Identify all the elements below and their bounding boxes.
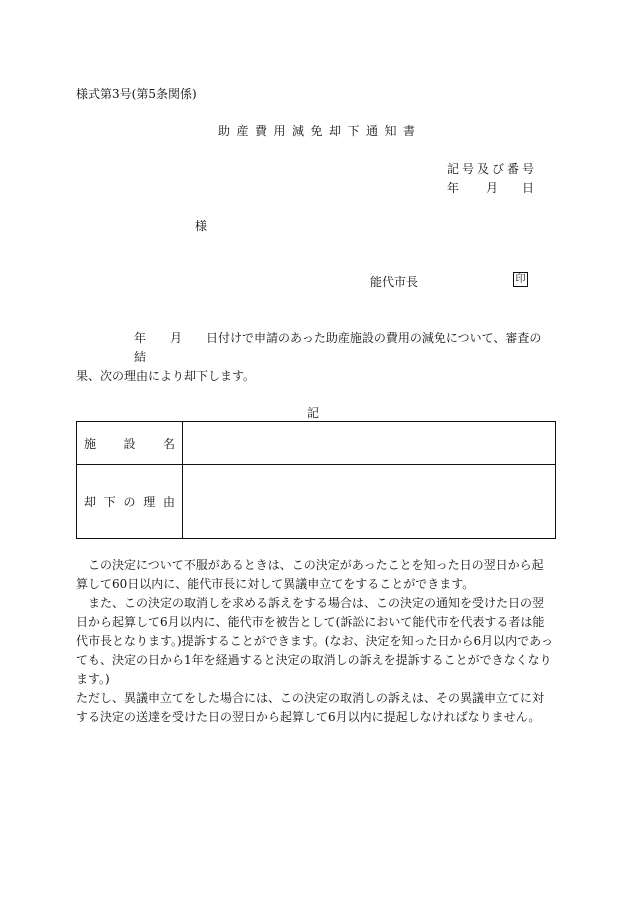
note-paragraph-2: また、この決定の取消しを求める訴えをする場合は、この決定の通知を受けた日の翌日から起算して6月以内に、能代市を被告として(訴訟において能代市を代表する者は能代市長となります。)提訴することができます。(なお、決定を知った日から6月以内であっても、決定の日から1年を経過すると決定の取消しの訴えを提訴することができなくなります。) bbox=[76, 596, 553, 686]
table-row bbox=[77, 465, 556, 539]
date-day-label: 日 bbox=[522, 181, 535, 195]
form-number: 様式第3号(第5条関係) bbox=[76, 87, 197, 101]
table-row bbox=[77, 422, 556, 465]
date-year-label: 年 bbox=[447, 181, 460, 195]
addressee-honorific: 様 bbox=[195, 219, 208, 233]
reason-table bbox=[76, 421, 556, 539]
date-line bbox=[447, 179, 534, 196]
seal-mark: 印 bbox=[513, 272, 528, 287]
body-text bbox=[76, 329, 552, 386]
issuer-name: 能代市長 bbox=[370, 275, 419, 289]
note-paragraph-1: この決定について不服があるときは、この決定があったことを知った日の翌日から起算して60日以内に、能代市長に対して異議申立てをすることができます。 bbox=[76, 558, 544, 591]
facility-value bbox=[183, 422, 556, 465]
reason-label: 却下の理由 bbox=[77, 465, 183, 539]
facility-label: 施設名 bbox=[77, 422, 183, 465]
document-number-label: 記号及び番号 bbox=[447, 162, 538, 176]
reason-value bbox=[183, 465, 556, 539]
body-line-2: 果、次の理由により却下します。 bbox=[76, 369, 256, 383]
page-title: 助産費用減免却下通知書 bbox=[218, 124, 422, 138]
date-month-label: 月 bbox=[486, 181, 499, 195]
note-paragraph-3: ただし、異議申立てをした場合には、この決定の取消しの訴えは、その異議申立てに対する決定の送達を受けた日の翌日から起算して6月以内に提起しなければなりません。 bbox=[76, 691, 545, 724]
body-line-1: 年 月 日付けで申請のあった助産施設の費用の減免について、審査の結 bbox=[134, 331, 542, 364]
appeal-notes bbox=[76, 556, 554, 727]
record-heading: 記 bbox=[307, 406, 320, 420]
